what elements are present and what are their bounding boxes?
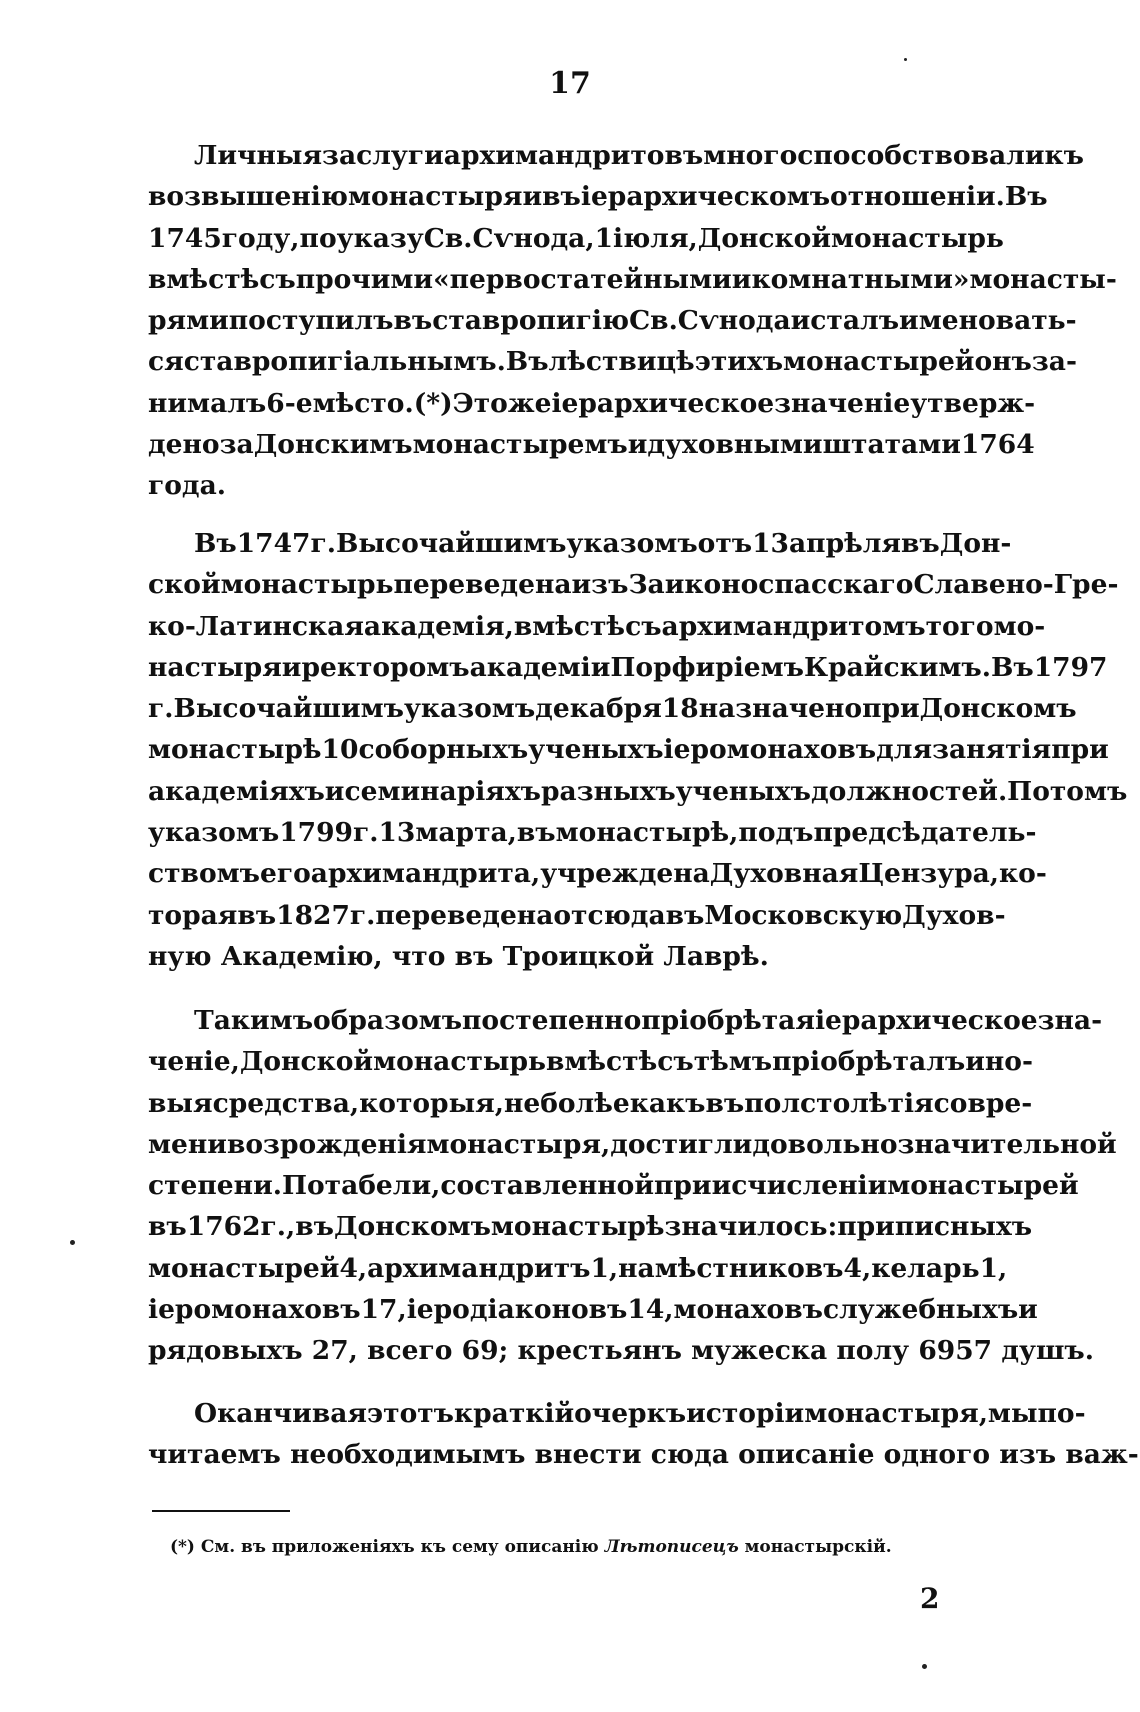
text-line: Оканчивая этотъ краткій очеркъ исторіи монастыря, мы по- [194, 1398, 1086, 1429]
text-line: академіяхъ и семинаріяхъ разныхъ ученыхъ должностей. Потомъ [148, 775, 1128, 807]
text-line: Такимъ образомъ постепенно пріобрѣтая іерархическое зна- [194, 1005, 1103, 1036]
text-line: года. [148, 470, 226, 502]
speck [922, 1664, 927, 1669]
text-line: выя средства, которыя, не болѣе какъ въ полстолѣтія со вре- [148, 1087, 1033, 1119]
text-line: настыря и ректоромъ академіи Порфиріемъ Крайскимъ. Въ 1797 [148, 651, 1108, 683]
footnote [170, 1537, 892, 1557]
text-line: ченіе, Донской монастырь вмѣстѣ съ тѣмъ пріобрѣталъ и но- [148, 1046, 1033, 1078]
text-line: рями поступилъ въ ставропигію Св. Сѵнода и сталъ именовать- [148, 305, 1077, 337]
text-line: дено за Донскимъ монастыремъ и духовными штатами 1764 [148, 429, 1035, 461]
text-line: возвышенію монастыря и въ іерархическомъ отношеніи. Въ [148, 181, 1048, 213]
signature-mark: 2 [920, 1582, 940, 1615]
text-line: рядовыхъ 27, всего 69; крестьянъ мужеска полу 6957 душъ. [148, 1335, 1094, 1367]
text-line: Въ 1747 г. Высочайшимъ указомъ отъ 13 апрѣля въ Дон- [194, 528, 1012, 559]
paragraph-2 [148, 523, 1128, 977]
text-line: нималъ 6-е мѣсто. (*) Это же іерархическое значеніе утверж- [148, 387, 1036, 419]
text-line: торая въ 1827 г. переведена отсюда въ Московскую Духов- [148, 899, 1006, 931]
text-line: ко-Латинская академія, вмѣстѣ съ архимандритомъ того мо- [148, 610, 1046, 642]
speck [70, 1240, 75, 1245]
paragraph-1 [148, 135, 1117, 507]
page-number: 17 [549, 66, 591, 101]
footnote-italic-title: Лѣтописецъ [604, 1537, 739, 1557]
text-line: Личныя заслуги архимандритовъ много способствовали къ [194, 140, 1084, 171]
text-line: указомъ 1799 г. 13 марта, въ монастырѣ, подъ предсѣдатель- [148, 817, 1037, 849]
text-line: 1745 году, по указу Св. Сѵнода, 1 іюля, Донской монастырь [148, 222, 1004, 254]
text-line: въ 1762 г., въ Донскомъ монастырѣ значилось: приписныхъ [148, 1211, 1033, 1243]
text-line: ской монастырь переведена изъ Заиконоспасскаго Славено-Гре- [148, 569, 1119, 601]
footnote-separator [152, 1510, 290, 1512]
text-line: вмѣстѣ съ прочими «первостатейными и комнатными» монасты- [148, 263, 1117, 295]
text-line: ную Академію, что въ Троицкой Лаврѣ. [148, 940, 769, 972]
text-line: г. Высочайшимъ указомъ декабря 18 назначено при Донскомъ [148, 693, 1077, 725]
speck [904, 58, 907, 61]
paragraph-4 [148, 1393, 1139, 1476]
text-line: ся ставропигіальнымъ. Въ лѣствицѣ этихъ монастырей онъ за- [148, 346, 1077, 378]
text-line: монастырей 4, архимандритъ 1, намѣстниковъ 4, келарь 1, [148, 1252, 1008, 1284]
text-line: ствомъ его архимандрита, учреждена Духовная Цензура, ко- [148, 858, 1047, 890]
footnote-prefix: (*) См. въ приложеніяхъ къ сему описанію [170, 1537, 599, 1557]
paragraph-3 [148, 1000, 1117, 1372]
text-line: іеромонаховъ 17, іеродіаконовъ 14, монаховъ служебныхъ и [148, 1294, 1038, 1326]
footnote-suffix: монастырскій. [744, 1537, 892, 1557]
text-line: степени. По табели, составленной при исчисленіи монастырей [148, 1170, 1079, 1202]
text-line: читаемъ необходимымъ внести сюда описаніе одного изъ важ- [148, 1439, 1139, 1471]
text-line: монастырѣ 10 соборныхъ ученыхъ іеромонаховъ для занятія при [148, 734, 1109, 766]
text-line: мени возрожденія монастыря, достигли довольно значительной [148, 1128, 1117, 1160]
